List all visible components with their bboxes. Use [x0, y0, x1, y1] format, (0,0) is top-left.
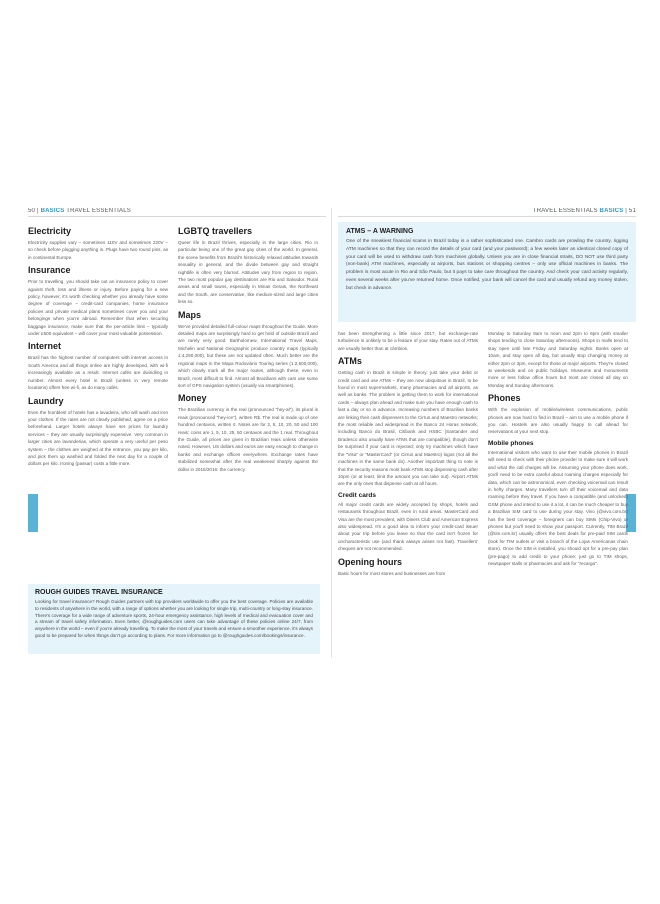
right-column-2 [488, 330, 628, 644]
left-page [28, 208, 326, 658]
section-label: BASICS [40, 208, 65, 214]
heading-phones: Phones [488, 393, 521, 404]
page-fold [331, 208, 332, 658]
paragraph-insurance: Prior to travelling, you should take out an insurance policy to cover against theft, loss and illness or injury. Before paying for a new policy, however, it's worth checking whether you already have some degree of coverage – credit-card companies, home insurance policies and private medical plans sometimes cover you and your belongings when you're abroad. Remember that when securing baggage insurance, make sure that the per-article limit – typically under £500 equivalent – will cover your most valuable possession. [28, 279, 168, 337]
paragraph-money: The Brazilian currency is the real (pronounced "hey-al"), its plural is reais (pronounced "hey-ice"), written R$. The real is made up of one hundred centavos, written ¢. Notes are for 2, 5, 10, 20, 50 and 100 reais; coins are 1, 5, 10, 25, 50 centavos and the 1 real. Throughout the Guide, all prices are given in Brazilian reais unless otherwise noted. However, US dollars and euros are easy enough to change in banks and exchange offices everywhere. Exchange rates have stabilized somewhat after the real weakened sharply against the dollar in 2015/2016: the currency [178, 407, 318, 472]
paragraph-phones: With the explosion of mobile/wireless communications, public phones are now hard to find in Brazil – aim to use a mobile phone if you can. Hostels are also usually happy to call ahead for reservations at your next stop. [488, 407, 628, 435]
running-header: 50 | BASICS TRAVEL ESSENTIALS [28, 208, 131, 214]
paragraph-credit-cards: All major credit cards are widely accepted by shops, hotels and restaurants throughout Brazil, even in rural areas. MasterCard and Visa are the most prevalent, with Diners Club and American Express also widespread. It's a good idea to inform your credit-card issuer about your trip before you leave so that the card isn't frozen for uncharacteristic use (and thank always arises not fast). Travellers' cheques are not recommended. [338, 501, 478, 552]
page-number: 51 [628, 208, 636, 214]
paragraph-opening-hours: Basic hours for most stores and businesses are from [338, 570, 446, 576]
heading-maps: Maps [178, 309, 202, 320]
running-header: TRAVEL ESSENTIALS BASICS | 51 [532, 208, 636, 214]
heading-insurance: Insurance [28, 265, 71, 276]
insurance-box-text: Looking for travel insurance? Rough Guides partners with top providers worldwide to offer you the best coverage. Policies are available to residents of anywhere in the world, with a range of options whether you are looking for single trip, multi-country or long-stay insurance. There's coverage for a wide range of adventure sports, 24-hour emergency assistance, high levels of medical and evacuation cover and a stream of travel safety information. Even better, @roughguides.com users can take advantage of these policies online 24/7, from anywhere in the world – even if you're already travelling. To make the most of your travels and ensure a smoother experience, it's always good to be prepared for when things don't go according to plans. For more information go to @roughguides.com/bookings/insurance. [35, 599, 313, 638]
left-column-2 [178, 222, 318, 577]
right-page [338, 208, 636, 658]
book-spread [28, 208, 636, 658]
section-title: TRAVEL ESSENTIALS [532, 208, 598, 214]
header-rule [28, 216, 326, 217]
page-number: 50 [28, 208, 36, 214]
paragraph-money-continued: has been strengthening a little since 2017, but exchange-rate turbulence is unlikely to be a feature of your stay. Rates out of ATMs are usually better than at câmbios. [338, 331, 478, 351]
heading-opening-hours: Opening hours [338, 556, 402, 567]
insurance-box-title: ROUGH GUIDES TRAVEL INSURANCE [35, 589, 163, 596]
heading-atms: ATMs [338, 356, 362, 367]
paragraph-lgbtq: Queer life in Brazil thrives, especially in the large cities. Rio in particular being one of the great gay cities of the world. In general, the scene benefits from Brazil's historically relaxed attitudes towards sexuality in general, and the divide between gay and straight nightlife is often very blurred. Attitudes vary from region to region. The two most popular gay destinations are Rio and Salvador. Rural areas and small towns, especially in Minas Gerais, the Northeast and the South, are conservative, like medium-sized and large cities less so. [178, 240, 318, 305]
heading-lgbtq: LGBTQ travellers [178, 226, 253, 236]
paragraph-opening-hours-continued: Monday to Saturday 8am to noon and 2pm to 6pm (with smaller shops tending to close Saturday afternoons). Shops in malls tend to stay open until late Friday and Saturday nights. Banks open at 10am, and stay open all day, but usually stop changing money at either 2pm or 3pm, except for those at major airports. They're closed at weekends and on public holidays. Museums and monuments more or less follow office hours but most are closed all day on Monday and Sunday afternoons. [488, 331, 628, 388]
insurance-box [28, 584, 320, 654]
atm-warning-text: One of the sneakiest financial scams in Brazil today is a rather sophisticated one. Cambro cards are prowling the country, rigging ATM machines so that they can record the details of your card (and your password); a few weeks later an identical cloned copy of your card will be used to withdraw cash from machines globally. Unless you are in close financial straits, DO NOT use third party (non-bank) ATM machines, especially at airports, bus stations or shopping centres – only use official machines in banks. The problem is most acute in Rio and São Paulo, but it pays to take care throughout the country. And check your card activity regularly, even several weeks after you've returned home. Once notified, your bank will cancel the card and usually refund any money stolen, but check in advance. [346, 239, 628, 291]
heading-internet: Internet [28, 341, 62, 352]
atm-warning-title: ATMS – A WARNING [346, 228, 414, 235]
heading-money: Money [178, 393, 207, 404]
heading-credit-cards: Credit cards [338, 491, 376, 499]
right-column-1 [338, 330, 478, 644]
paragraph-internet: Brazil has the highest number of computers with internet access in South America and all things online are highly developed, with wi-fi increasingly available as a result. Internet cafés are dwindling in number. Almost every hotel in Brazil (unless in very remote locations) offers free wi-fi, as do many cafés. [28, 355, 168, 391]
heading-mobile-phones: Mobile phones [488, 439, 534, 447]
paragraph-laundry: Even the humblest of hotels has a lavadeira, who will wash and iron your clothes. If the rates are not clearly published, agree on a price beforehand. Larger hotels always have set prices for laundry services – they are usually surprisingly expensive. Very common in larger cities are lavanderias, which operate a very useful per peso system – the clothes are weighed at the entrance, you pay per kilo, and pick them up washed and folded the next day for a couple of dollars per kilo. Ironing (passar) costs a little more. [28, 409, 168, 467]
heading-laundry: Laundry [28, 395, 64, 406]
atm-warning-box [338, 222, 636, 322]
paragraph-mobile-phones: International visitors who want to use their mobile phones in Brazil will need to check with their phone provider to make sure it will work and what the call charges will be. Assuming your phone does work, you'll need to be extra careful about roaming charges especially for data, which can be astronomical, even checking voicemail can result in hefty charges. Many travellers turn off their voicemail and data roaming before they travel. If you have a compatible (and unlocked) GSM phone and intend to use it a lot, it can be much cheaper to buy a Brazilian SIM card to use during your stay. Vivo (@vivo.com.br) has the best coverage – foreigners can buy SIMs (Chip-Vivo) or phones but you'll need to show your passport. Currently, TIM Brazil (@tim.com.br) usually offers the best deals for pre-paid SIM cards (look for TIM outlets or visit a branch of the Lojas Americanas chain store). Once the SIM is installed, you should opt for a pre-pay plan (pre-pago) to add credit to your phone; just go to TIM shops, newspaper stalls or pharmacies and ask for "recarga". [488, 449, 628, 566]
section-title: TRAVEL ESSENTIALS [66, 208, 131, 214]
paragraph-electricity: Electricity supplies vary – sometimes 110V and sometimes 220V – so check before plugging anything in. Plugs have two round pins, as in continental Europe. [28, 240, 168, 260]
left-column-1 [28, 222, 168, 577]
header-rule [338, 216, 636, 217]
heading-electricity: Electricity [28, 226, 72, 236]
paragraph-atms: Getting cash in Brazil is simple in theory: just take your debit or credit card and use ATMs – they are now ubiquitous in Brazil, to be found in most supermarkets, many pharmacies and all airports, as well as banks. The problem is getting them to work for international cards – always plan ahead and make sure you have enough cash to last a day or so in advance. Increasing numbers of Brazilian banks are linking their cash dispensers to the Cirrus and Maestro networks; the most reliable and widespread is the Banco 24 Horas network, including Banco do Brasil, Citibank and HSBC (Santander and Bradesco also usually have ATMs that are compatible), though don't be surprised if your card is rejected; only try machines which have the "Visa" or "MasterCard" (or Cirrus and Maestro) logos (not all the machines in the same bank do). Another important thing to note is that the security reasons most bank ATMs stop dispensing cash after 10pm (or at least, limit the amount you can take out). Airport ATMs are the only ones that dispense cash at all hours. [338, 370, 478, 487]
section-label: BASICS [599, 208, 624, 214]
paragraph-maps: We've provided detailed full-colour maps throughout the Guide. More detailed maps are surprisingly hard to get hold of outside Brazil and are rarely very good. Bartholomew, International Travel Maps, Michelin and National Geographic produce country maps (typically 1:4,250,000), but these are not updated often. Much better are the regional maps in the Mapa Rodoviário Touring series (1:2,500,000), which clearly mark all the major routes, although these, even in Brazil, most difficult to find. Almost all Brazilians with cars use some sort of GPS navigation system (usually via smartphones). [178, 323, 318, 388]
